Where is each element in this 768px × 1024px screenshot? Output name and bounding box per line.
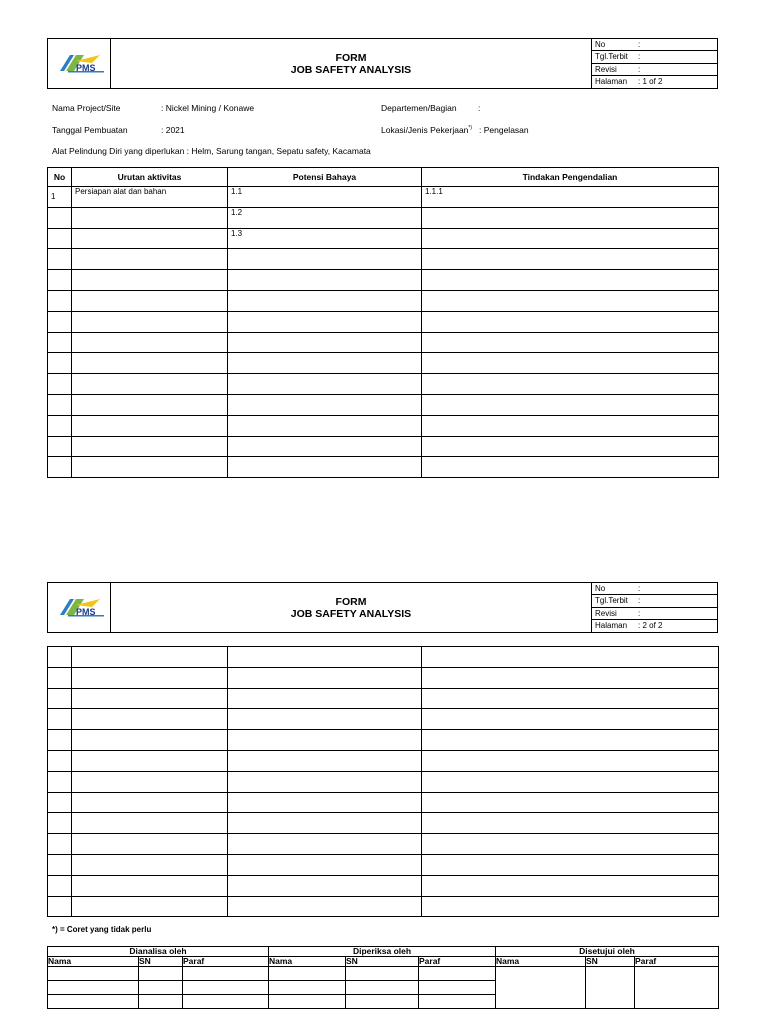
cell-control[interactable] [422, 394, 719, 415]
location-footnote-mark: *) [468, 125, 473, 132]
cell-no[interactable] [48, 750, 72, 771]
paraf-header: Paraf [183, 957, 269, 967]
cell-hazard[interactable] [228, 709, 422, 730]
cell-activity[interactable] [72, 854, 228, 875]
column-header-hazard: Potensi Bahaya [228, 168, 422, 187]
table-row [48, 457, 719, 478]
table-row [48, 750, 719, 771]
meta-row-revisi [592, 64, 717, 76]
cell-hazard[interactable] [228, 688, 422, 709]
cell-hazard[interactable]: 1.1 [228, 187, 422, 208]
document-meta [591, 583, 717, 632]
cell-control[interactable]: 1.1.1 [422, 187, 719, 208]
cell-activity[interactable] [72, 270, 228, 291]
name-header: Nama [496, 957, 586, 967]
cell-control[interactable] [422, 730, 719, 751]
form-header-page-2 [47, 582, 718, 633]
meta-row-tgl-terbit [592, 51, 717, 63]
paraf-header: Paraf [635, 957, 719, 967]
form-label: FORM [335, 52, 367, 64]
paraf-header: Paraf [419, 957, 496, 967]
table-row [48, 207, 719, 228]
table-row [48, 353, 719, 374]
table-row [48, 374, 719, 395]
column-header-no: No [48, 168, 72, 187]
cell-no[interactable] [48, 730, 72, 751]
location-label [381, 125, 472, 135]
signature-cell[interactable] [419, 981, 496, 995]
cell-activity[interactable] [72, 875, 228, 896]
cell-control[interactable] [422, 667, 719, 688]
table-row [48, 249, 719, 270]
cell-activity[interactable] [72, 228, 228, 249]
cell-no[interactable] [48, 394, 72, 415]
cell-control[interactable] [422, 750, 719, 771]
cell-control[interactable] [422, 415, 719, 436]
cell-hazard[interactable] [228, 750, 422, 771]
table-row [48, 332, 719, 353]
sn-header: SN [586, 957, 635, 967]
sn-header: SN [139, 957, 183, 967]
form-title: JOB SAFETY ANALYSIS [290, 608, 412, 620]
cell-activity[interactable] [72, 709, 228, 730]
meta-value: : [638, 52, 641, 62]
cell-no[interactable] [48, 834, 72, 855]
signature-cell[interactable] [269, 967, 346, 981]
cell-no[interactable] [48, 249, 72, 270]
form-header-page-1 [47, 38, 718, 89]
cell-activity[interactable] [72, 792, 228, 813]
cell-control[interactable] [422, 353, 719, 374]
cell-no[interactable] [48, 270, 72, 291]
cell-activity[interactable] [72, 457, 228, 478]
cell-activity[interactable] [72, 436, 228, 457]
cell-hazard[interactable] [228, 792, 422, 813]
cell-control[interactable] [422, 374, 719, 395]
ppe-line: Alat Pelindung Diri yang diperlukan : Helm, Sarung tangan, Sepatu safety, Kacamata [52, 146, 371, 156]
table-row [48, 875, 719, 896]
cell-hazard[interactable] [228, 667, 422, 688]
cell-no[interactable] [48, 311, 72, 332]
meta-row-halaman [592, 620, 717, 632]
table-row [48, 709, 719, 730]
approved-by-header: Disetujui oleh [496, 947, 719, 957]
form-title: JOB SAFETY ANALYSIS [290, 64, 412, 76]
meta-label: No [595, 584, 606, 593]
meta-value: : [638, 64, 641, 74]
cell-no[interactable] [48, 228, 72, 249]
cell-activity[interactable] [72, 415, 228, 436]
cell-hazard[interactable] [228, 647, 422, 668]
name-header: Nama [269, 957, 346, 967]
cell-no[interactable] [48, 436, 72, 457]
table-row [48, 688, 719, 709]
meta-label: No [595, 40, 606, 49]
project-value: : Nickel Mining / Konawe [161, 103, 255, 113]
signature-row [48, 967, 719, 981]
cell-no[interactable] [48, 896, 72, 917]
cell-activity[interactable] [72, 750, 228, 771]
table-row [48, 834, 719, 855]
table-row [48, 228, 719, 249]
cell-control[interactable] [422, 249, 719, 270]
signature-subheader-row [48, 957, 719, 967]
meta-value: : 1 of 2 [638, 76, 663, 86]
table-row [48, 394, 719, 415]
table-row [48, 792, 719, 813]
signature-cell[interactable] [419, 967, 496, 981]
meta-label: Tgl.Terbit [595, 596, 628, 606]
cell-hazard[interactable] [228, 332, 422, 353]
logo-cell [48, 39, 111, 88]
signature-cell[interactable] [346, 981, 419, 995]
footnote: *) = Coret yang tidak perlu [52, 925, 152, 934]
signature-cell[interactable] [346, 995, 419, 1009]
cell-hazard[interactable] [228, 353, 422, 374]
logo-cell [48, 583, 111, 632]
signature-group-row [48, 947, 719, 957]
meta-row-halaman [592, 76, 717, 88]
cell-hazard[interactable] [228, 730, 422, 751]
cell-no[interactable] [48, 771, 72, 792]
meta-value: : 2 of 2 [638, 620, 663, 630]
column-header-activity: Urutan aktivitas [72, 168, 228, 187]
signature-cell[interactable] [139, 981, 183, 995]
table-row [48, 647, 719, 668]
form-title-block [111, 583, 591, 632]
cell-no[interactable] [48, 415, 72, 436]
table-row [48, 667, 719, 688]
sn-header: SN [346, 957, 419, 967]
meta-label: Halaman [595, 76, 628, 86]
cell-hazard[interactable] [228, 415, 422, 436]
svg-text:PMS: PMS [76, 63, 96, 73]
cell-activity[interactable]: Persiapan alat dan bahan [72, 187, 228, 208]
meta-value: : [638, 584, 641, 593]
cell-hazard[interactable] [228, 394, 422, 415]
cell-no[interactable] [48, 332, 72, 353]
cell-hazard[interactable]: 1.2 [228, 207, 422, 228]
cell-control[interactable] [422, 311, 719, 332]
signature-cell[interactable] [346, 967, 419, 981]
cell-control[interactable] [422, 854, 719, 875]
analyzed-by-header: Dianalisa oleh [48, 947, 269, 957]
signature-cell[interactable] [139, 995, 183, 1009]
cell-no[interactable] [48, 647, 72, 668]
cell-hazard[interactable] [228, 875, 422, 896]
cell-activity[interactable] [72, 834, 228, 855]
department-label: Departemen/Bagian [381, 103, 457, 113]
cell-no[interactable] [48, 688, 72, 709]
cell-activity[interactable] [72, 688, 228, 709]
cell-activity[interactable] [72, 249, 228, 270]
cell-hazard[interactable] [228, 436, 422, 457]
cell-hazard[interactable] [228, 290, 422, 311]
signature-cell[interactable] [586, 967, 635, 1009]
cell-activity[interactable] [72, 394, 228, 415]
cell-activity[interactable] [72, 896, 228, 917]
signature-cell[interactable] [183, 967, 269, 981]
meta-value: : [638, 608, 641, 618]
signature-cell[interactable] [269, 995, 346, 1009]
department-value: : [478, 103, 481, 113]
meta-row-no [592, 583, 717, 595]
form-title-block [111, 39, 591, 88]
signature-cell[interactable] [635, 967, 719, 1009]
cell-activity[interactable] [72, 667, 228, 688]
cell-hazard[interactable] [228, 311, 422, 332]
project-label: Nama Project/Site [52, 103, 121, 113]
signature-cell[interactable] [269, 981, 346, 995]
signature-cell[interactable] [183, 995, 269, 1009]
cell-no[interactable] [48, 667, 72, 688]
cell-hazard[interactable] [228, 374, 422, 395]
cell-control[interactable] [422, 457, 719, 478]
cell-hazard[interactable] [228, 834, 422, 855]
pms-logo-icon [50, 41, 110, 89]
table-row [48, 436, 719, 457]
form-label: FORM [335, 596, 367, 608]
cell-no[interactable] [48, 709, 72, 730]
cell-activity[interactable] [72, 353, 228, 374]
jsa-table-page-1 [47, 167, 719, 478]
svg-text:PMS: PMS [76, 607, 96, 617]
cell-control[interactable] [422, 771, 719, 792]
cell-no[interactable] [48, 290, 72, 311]
cell-activity[interactable] [72, 374, 228, 395]
cell-activity[interactable] [72, 813, 228, 834]
meta-label: Revisi [595, 608, 617, 618]
location-label-text: Lokasi/Jenis Pekerjaan [381, 125, 469, 135]
cell-control[interactable] [422, 896, 719, 917]
meta-value: : [638, 40, 641, 49]
cell-activity[interactable] [72, 647, 228, 668]
jsa-table-page-2 [47, 646, 719, 917]
cell-control[interactable] [422, 270, 719, 291]
cell-hazard[interactable]: 1.3 [228, 228, 422, 249]
table-row [48, 415, 719, 436]
cell-no[interactable] [48, 875, 72, 896]
cell-hazard[interactable] [228, 854, 422, 875]
meta-label: Revisi [595, 64, 617, 74]
cell-activity[interactable] [72, 771, 228, 792]
cell-hazard[interactable] [228, 896, 422, 917]
signature-cell[interactable] [48, 981, 139, 995]
signature-cell[interactable] [48, 995, 139, 1009]
cell-control[interactable] [422, 290, 719, 311]
signature-cell[interactable] [496, 967, 586, 1009]
date-label: Tanggal Pembuatan [52, 125, 128, 135]
signature-cell[interactable] [48, 967, 139, 981]
cell-hazard[interactable] [228, 270, 422, 291]
cell-control[interactable] [422, 647, 719, 668]
signature-cell[interactable] [419, 995, 496, 1009]
table-row [48, 290, 719, 311]
meta-row-revisi [592, 608, 717, 620]
meta-label: Tgl.Terbit [595, 52, 628, 62]
table-row [48, 771, 719, 792]
table-row [48, 187, 719, 208]
meta-label: Halaman [595, 620, 628, 630]
location-value: : Pengelasan [479, 125, 529, 135]
cell-control[interactable] [422, 709, 719, 730]
cell-control[interactable] [422, 332, 719, 353]
table-row [48, 813, 719, 834]
cell-hazard[interactable] [228, 771, 422, 792]
checked-by-header: Diperiksa oleh [269, 947, 496, 957]
cell-control[interactable] [422, 813, 719, 834]
cell-no[interactable]: 1 [48, 187, 72, 208]
cell-control[interactable] [422, 834, 719, 855]
table-row [48, 854, 719, 875]
cell-hazard[interactable] [228, 457, 422, 478]
cell-no[interactable] [48, 353, 72, 374]
meta-row-tgl-terbit [592, 595, 717, 607]
cell-activity[interactable] [72, 311, 228, 332]
cell-no[interactable] [48, 792, 72, 813]
document-meta [591, 39, 717, 88]
cell-control[interactable] [422, 875, 719, 896]
cell-control[interactable] [422, 228, 719, 249]
cell-no[interactable] [48, 457, 72, 478]
cell-no[interactable] [48, 207, 72, 228]
date-value: : 2021 [161, 125, 185, 135]
table-header-row [48, 168, 719, 187]
cell-control[interactable] [422, 792, 719, 813]
cell-activity[interactable] [72, 730, 228, 751]
cell-no[interactable] [48, 854, 72, 875]
cell-no[interactable] [48, 813, 72, 834]
table-row [48, 311, 719, 332]
table-row [48, 896, 719, 917]
cell-no[interactable] [48, 374, 72, 395]
column-header-control: Tindakan Pengendalian [422, 168, 719, 187]
table-row [48, 730, 719, 751]
pms-logo-icon [50, 585, 110, 633]
cell-hazard[interactable] [228, 813, 422, 834]
signature-cell[interactable] [139, 967, 183, 981]
table-row [48, 270, 719, 291]
signature-cell[interactable] [183, 981, 269, 995]
cell-control[interactable] [422, 436, 719, 457]
meta-value: : [638, 596, 641, 606]
meta-row-no [592, 39, 717, 51]
name-header: Nama [48, 957, 139, 967]
signature-table [47, 946, 719, 1009]
cell-hazard[interactable] [228, 249, 422, 270]
cell-control[interactable] [422, 207, 719, 228]
cell-activity[interactable] [72, 207, 228, 228]
cell-activity[interactable] [72, 332, 228, 353]
cell-activity[interactable] [72, 290, 228, 311]
cell-control[interactable] [422, 688, 719, 709]
